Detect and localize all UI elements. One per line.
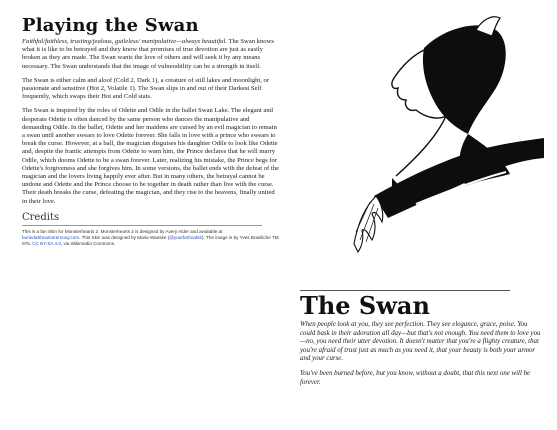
skin-title: The Swan bbox=[300, 291, 430, 320]
left-column bbox=[22, 16, 280, 247]
stats-paragraph: The Swan is either calm and aloof (Cold 2, Dark 1), a creature of still lakes and moonlight, or passionate and sensitive (Hot 2, Volatile 1). The Swan slips in and out of their Darkest Self frequently, which swaps their Hot and Cold stats. bbox=[22, 76, 270, 101]
credits-part: , via Wikimedia Commons. bbox=[60, 240, 116, 246]
credits-link-monsterhearts[interactable]: buriedwithoutceremony.com bbox=[22, 234, 80, 240]
credits-link-designer[interactable]: @yourfarfoodsb bbox=[169, 234, 203, 240]
feather-wing bbox=[354, 196, 383, 252]
credits-part: . This Skin was designed by Maria Wanske ( bbox=[79, 234, 170, 240]
right-column bbox=[300, 290, 542, 393]
inspiration-paragraph: The Swan is inspired by the roles of Odette and Odile in the ballet Swan Lake. The elegant and desperate Odette is often danced by the same person who dances the manipulative and demanding Odile. In the ballet, Odette and her maidens are cursed by an evil magician to remain a swan until another swears to love Odette forever. She falls in love with a prince who swears to break the curse. However, at a ball, the magician disguises his daughter Odile to look like Odette and, despite the frantic attempts from Odette to warn him, the Prince declares that he will marry Odile, which dooms Odette to be a swan forever. Later, realizing his mistake, the Prince begs for Odette's forgiveness and she forgives him. In some versions, the ballet ends with the defeat of the magician and the lovers living happily ever after. But in many others, the betrayal cannot be undone and Odette and the Prince choose to be together in death rather than live with the curse. Their death breaks the curse, defeating the magician, and they rise to the heavens, finally united in their love. bbox=[22, 107, 279, 205]
credits-part: This is a fan Skin for Monsterhearts 2. Monsterhearts 2 is designed by Avery Alder and available at bbox=[22, 228, 223, 234]
intro-tagline: Faithful/faithless, trusting/jealous, guileless/ manipulative—always beautiful. bbox=[22, 38, 227, 45]
credits-text bbox=[22, 229, 280, 247]
credits-title: Credits bbox=[22, 211, 60, 223]
ballerina-illustration bbox=[296, 8, 544, 270]
section-title: Playing the Swan bbox=[22, 15, 199, 36]
intro-text: The Swan knows what it is like to be betrayed and they know that promises of true devotion are just as easily broken as they are made. The Swan wants the love of others and will seek it by any means necessary. The Swan understands that the image of vulnerability can be a strength in itself. bbox=[22, 38, 274, 70]
credits-divider bbox=[22, 225, 262, 226]
credits-link-license[interactable]: CC BY-SA 4.0 bbox=[32, 240, 61, 246]
flavor-paragraph-1: When people look at you, they see perfection. They see elegance, grace, poise. You could bask in their adoration all day—but that's not enough. You need them to love you—no, you need their utter devotion. It doesn't matter that you're a flighty creature, that you're afraid of trust just as much as you need it, that your beauty is both your armor and your curse. bbox=[300, 321, 541, 363]
arm-shape bbox=[374, 138, 544, 218]
flavor-paragraph-2: You've been burned before, but you know, without a doubt, that this next one will be forever. bbox=[300, 369, 531, 386]
credits-part: ). The image is by Yves Brasiliche TM 076, bbox=[22, 234, 279, 246]
intro-paragraph bbox=[22, 38, 280, 71]
